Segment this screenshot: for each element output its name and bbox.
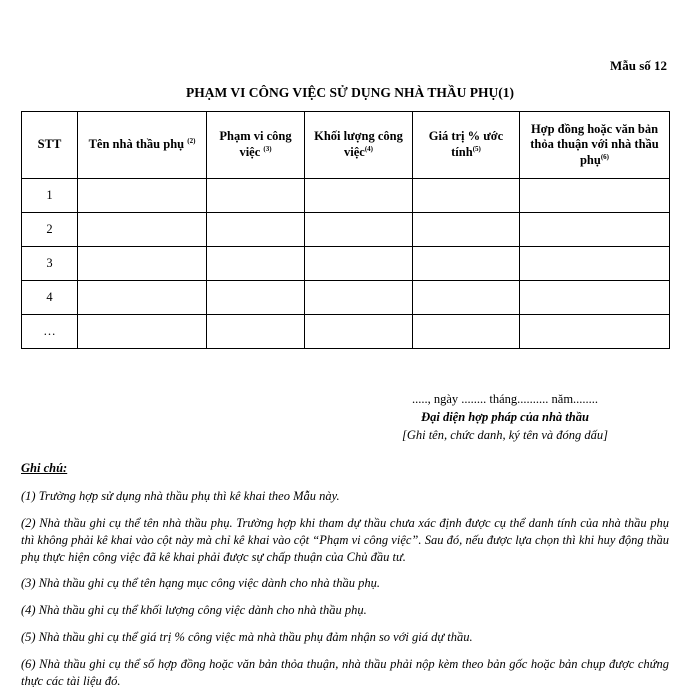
row-number: 1: [22, 179, 78, 213]
table-cell: [520, 213, 670, 247]
note-item: (4) Nhà thầu ghi cụ thể khối lượng công việc dành cho nhà thầu phụ.: [21, 603, 367, 618]
signature-date-line: ....., ngày ........ tháng.......... năm........: [411, 392, 599, 406]
row-number: 4: [22, 281, 78, 315]
table-cell: [413, 247, 520, 281]
table-row: [22, 213, 670, 247]
table-cell: [305, 247, 413, 281]
table-cell: [207, 247, 305, 281]
form-number: Mẫu số 12: [609, 58, 667, 73]
table-cell: [520, 281, 670, 315]
table-cell: [207, 213, 305, 247]
table-cell: [413, 213, 520, 247]
notes-heading: Ghi chú:: [21, 461, 68, 475]
table-cell: [305, 213, 413, 247]
table-cell: [78, 247, 207, 281]
table-cell: [305, 281, 413, 315]
header-subcontractor-name: Tên nhà thầu phụ $^{(2)}$: [78, 112, 207, 179]
table-cell: [78, 315, 207, 349]
notes-section: [21, 460, 669, 700]
signature-title: Đại diện hợp pháp của nhà thầu: [421, 410, 589, 424]
row-number: 2: [22, 213, 78, 247]
note-item: (5) Nhà thầu ghi cụ thể giá trị % công việc mà nhà thầu phụ đảm nhận so với giá dự thầu.: [21, 630, 473, 645]
table-cell: [207, 281, 305, 315]
table-cell: [207, 179, 305, 213]
table-cell: [305, 179, 413, 213]
table-cell: [413, 179, 520, 213]
row-number: 3: [22, 247, 78, 281]
table-cell: [520, 179, 670, 213]
note-item: (1) Trường hợp sử dụng nhà thầu phụ thì kê khai theo Mẫu này.: [21, 488, 340, 503]
signature-note: [Ghi tên, chức danh, ký tên và đóng dấu]: [401, 428, 609, 442]
table-cell: [207, 315, 305, 349]
note-item: (6) Nhà thầu ghi cụ thể số hợp đồng hoặc văn bản thỏa thuận, nhà thầu phải nộp kèm theo bản gốc hoặc bản chụp được chứng thực các tài liệu đó.: [21, 657, 669, 688]
table-cell: [520, 247, 670, 281]
table-row: [22, 179, 670, 213]
note-item: (2) Nhà thầu ghi cụ thể tên nhà thầu phụ. Trường hợp khi tham dự thầu chưa xác định được cụ thể danh tính của nhà thầu phụ thì không phải kê khai vào cột này mà chỉ kê khai vào cột “Phạm vi công việc”. Sau đó, nếu được lựa chọn thì khi huy động thầu phụ thực hiện công việc đã kê khai phải được sự chấp thuận của Chủ đầu tư.: [21, 515, 669, 564]
page-title: PHẠM VI CÔNG VIỆC SỬ DỤNG NHÀ THẦU PHỤ(1): [185, 85, 514, 100]
header-work-volume: Khối lượng công việc$^{(4)}$: [305, 112, 413, 179]
subcontractor-table: [21, 111, 670, 349]
header-row: [22, 112, 670, 179]
table-cell: [413, 281, 520, 315]
table-cell: [413, 315, 520, 349]
table-cell: [78, 281, 207, 315]
header-stt: STT: [22, 112, 78, 179]
row-number: …: [22, 315, 78, 349]
table-cell: [305, 315, 413, 349]
table-row: [22, 281, 670, 315]
table-cell: [520, 315, 670, 349]
header-estimated-value: Giá trị % ước tính$^{(5)}$: [413, 112, 520, 179]
table-row: [22, 247, 670, 281]
table-row: [22, 315, 670, 349]
table-cell: [78, 179, 207, 213]
header-work-scope: Phạm vi công việc $^{(3)}$: [207, 112, 305, 179]
note-item: (3) Nhà thầu ghi cụ thể tên hạng mục công việc dành cho nhà thầu phụ.: [21, 576, 380, 591]
table-cell: [78, 213, 207, 247]
header-contract: Hợp đồng hoặc văn bản thỏa thuận với nhà thầu phụ$^{(6)}$: [520, 112, 670, 179]
